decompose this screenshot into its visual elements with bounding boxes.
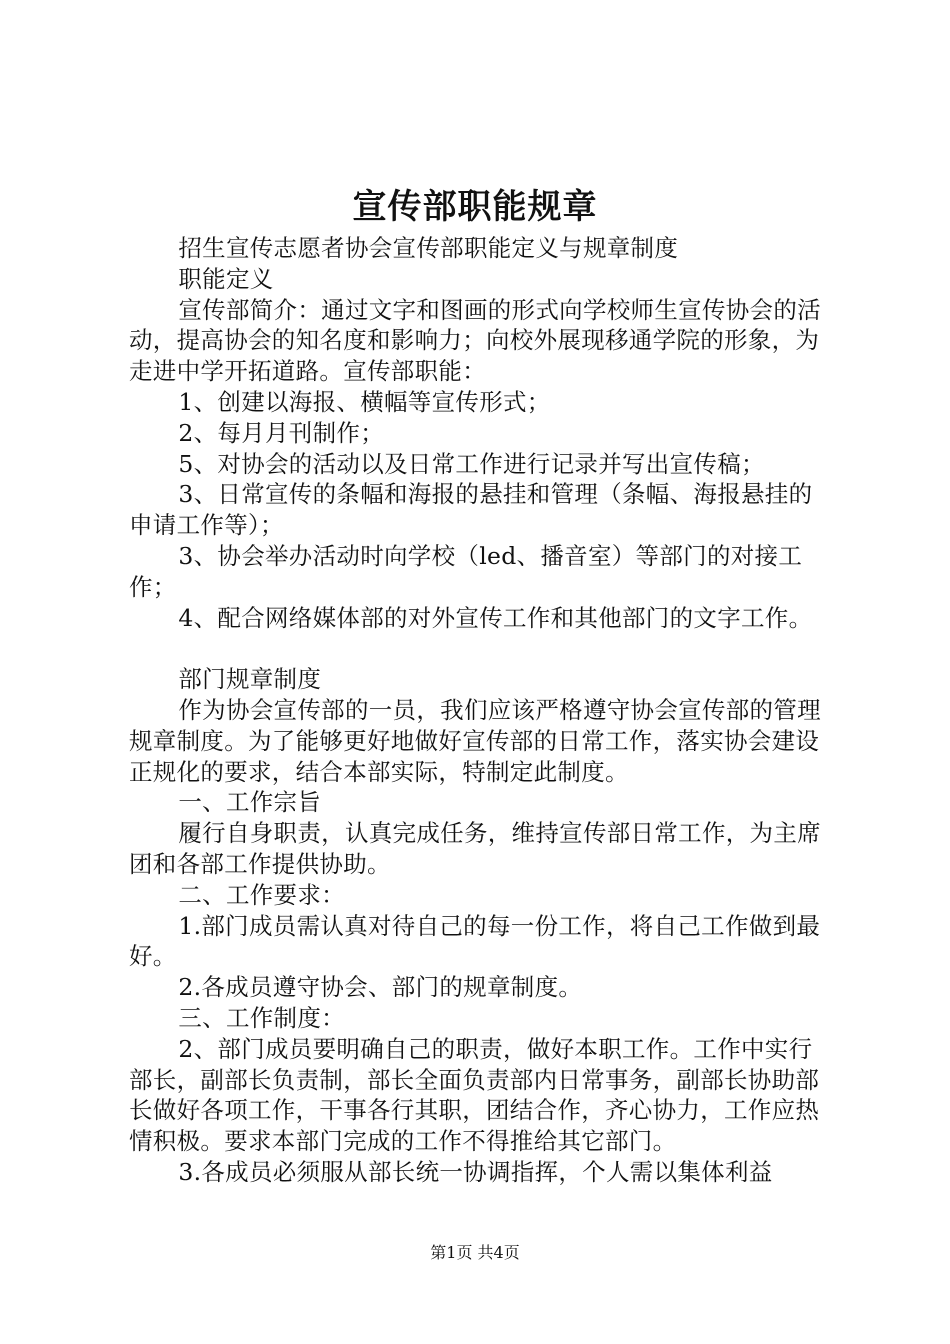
section-heading-requirements: 二、工作要求： — [178, 880, 345, 909]
section-heading-function-definition: 职能定义 — [178, 264, 274, 293]
blank-line — [129, 633, 835, 664]
section-heading-work-system: 三、工作制度： — [178, 1003, 345, 1032]
document-body — [129, 233, 835, 1188]
document-title: 宣传部职能规章 — [352, 187, 598, 227]
paragraph-purpose: 履行自身职责，认真完成任务，维持宣传部日常工作，为主席团和各部工作提供协助。 — [129, 819, 821, 878]
list-item-function-3a: 3、日常宣传的条幅和海报的悬挂和管理（条幅、海报悬挂的申请工作等）； — [129, 480, 813, 540]
paragraph-introduction: 宣传部简介：通过文字和图画的形式向学校师生宣传协会的活动，提高协会的知名度和影响力；向校外展现移通学院的形象，为走进中学开拓道路。宣传部职能： — [129, 295, 821, 386]
section-heading-rules: 部门规章制度 — [178, 665, 322, 694]
list-item-function-5: 5、对协会的活动以及日常工作进行记录并写出宣传稿； — [178, 449, 765, 478]
list-item-work-system-3: 3.各成员必须服从部长统一协调指挥，个人需以集体利益 — [178, 1157, 773, 1186]
list-item-function-1: 1、创建以海报、横幅等宣传形式； — [178, 387, 551, 416]
paragraph-rules-intro: 作为协会宣传部的一员，我们应该严格遵守协会宣传部的管理规章制度。为了能够更好地做好宣传部的日常工作，落实协会建设正规化的要求，结合本部实际，特制定此制度。 — [129, 695, 821, 786]
list-item-requirement-1: 1.部门成员需认真对待自己的每一份工作，将自己工作做到最好。 — [129, 911, 821, 971]
page-footer: 第1页 共4页 — [430, 1243, 520, 1262]
list-item-function-4: 4、配合网络媒体部的对外宣传工作和其他部门的文字工作。 — [178, 603, 813, 632]
list-item-work-system-2: 2、部门成员要明确自己的职责，做好本职工作。工作中实行部长，副部长负责制，部长全面负责部内日常事务，副部长协助部长做好各项工作，干事各行其职，团结合作，齐心协力，工作应热情积极。要求本部门完成的工作不得推给其它部门。 — [129, 1034, 820, 1156]
list-item-function-2: 2、每月月刊制作； — [178, 418, 384, 447]
list-item-function-3b: 3、协会举办活动时向学校（led、播音室）等部门的对接工作； — [129, 541, 803, 601]
list-item-requirement-2: 2.各成员遵守协会、部门的规章制度。 — [178, 973, 583, 1002]
paragraph-subtitle: 招生宣传志愿者协会宣传部职能定义与规章制度 — [178, 234, 679, 262]
section-heading-purpose: 一、工作宗旨 — [178, 788, 322, 817]
